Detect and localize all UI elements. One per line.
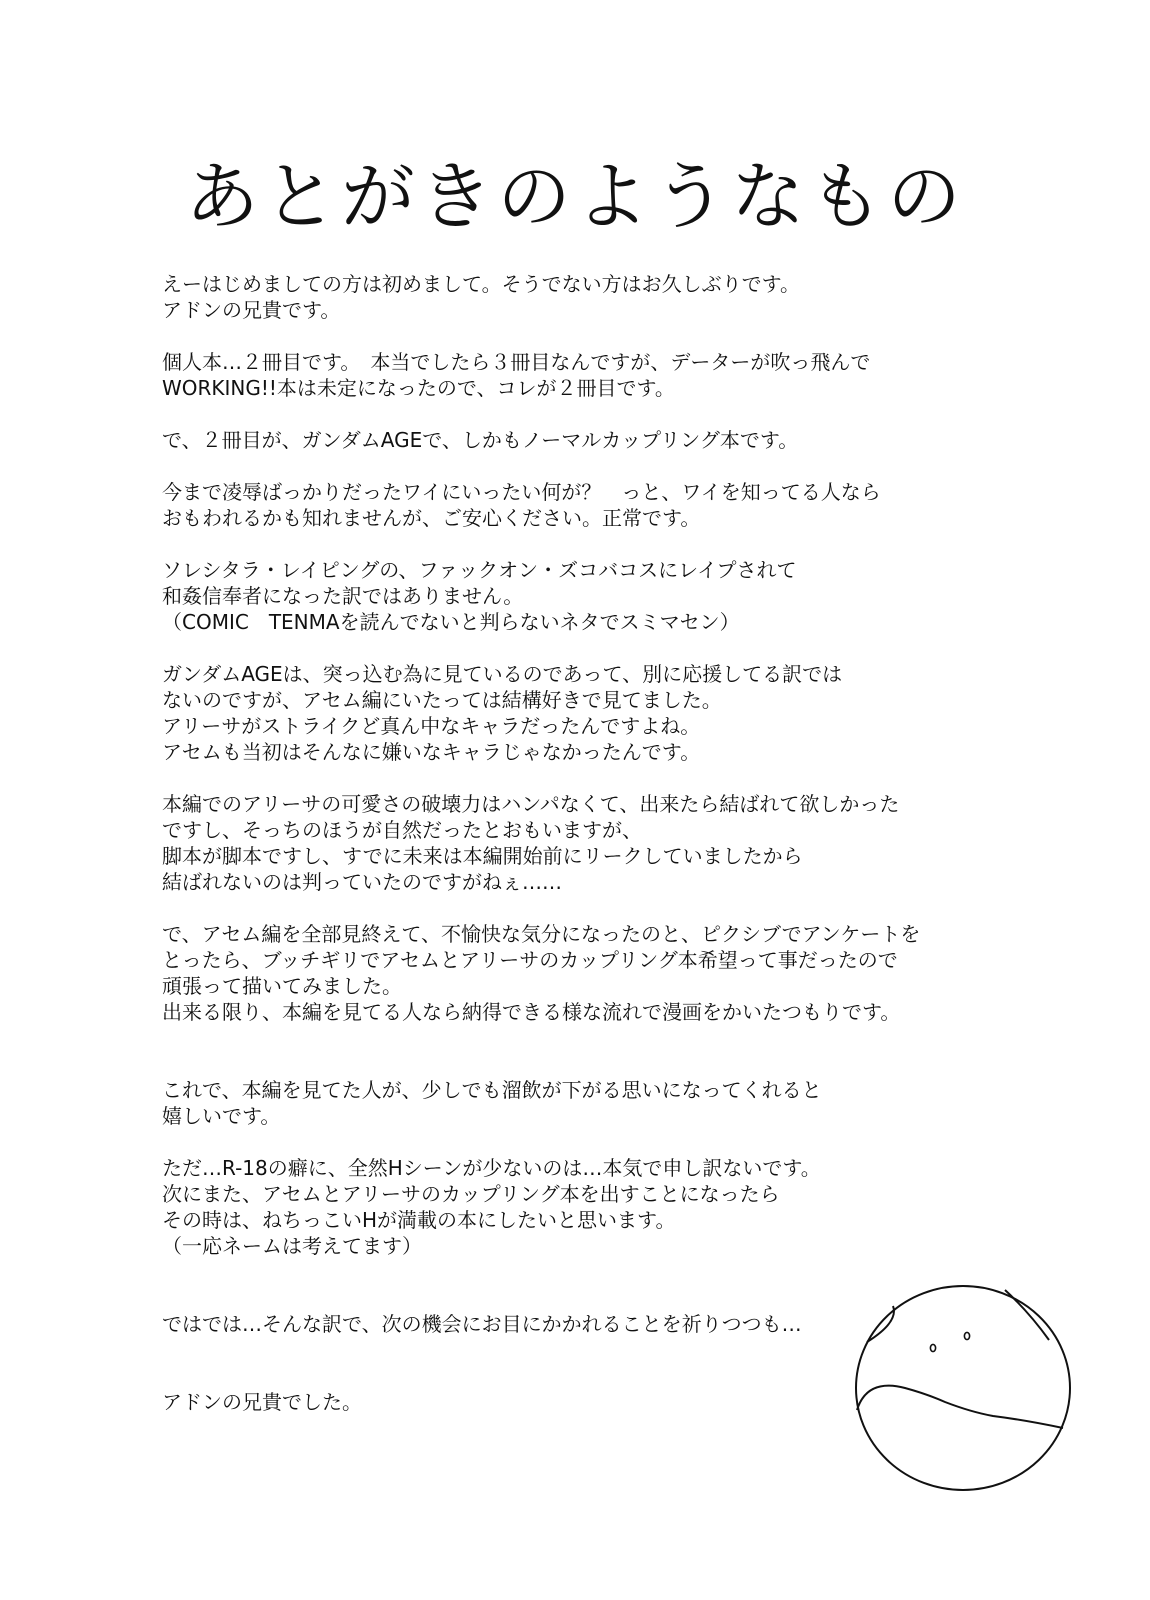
paragraph-greeting: [162, 271, 1042, 323]
paragraph-main-story: [162, 791, 1042, 895]
text-line: 和姦信奉者になった訳ではありません。: [162, 584, 524, 608]
text-line: 個人本…２冊目です。 本当でしたら３冊目なんですが、データーが吹っ飛んで: [162, 350, 871, 374]
paragraph-second-book: [162, 349, 1042, 401]
text-line: その時は、ねちっこいHが満載の本にしたいと思います。: [162, 1208, 676, 1232]
text-line: WORKING!!本は未定になったので、コレが２冊目です。: [162, 376, 675, 400]
text-line: これで、本編を見てた人が、少しでも溜飲が下がる思いになってくれると: [162, 1078, 822, 1102]
page-title: あとがきのようなもの: [185, 154, 965, 240]
text-line: おもわれるかも知れませんが、ご安心ください。正常です。: [162, 506, 701, 530]
text-line: 出来る限り、本編を見てる人なら納得できる様な流れで漫画をかいたつもりです。: [162, 1000, 901, 1024]
text-line: ソレシタラ・レイピングの、ファックオン・ズコバコスにレイプされて: [162, 558, 797, 582]
paragraph-hope: [162, 1077, 1042, 1129]
text-line: ただ…R-18の癖に、全然Hシーンが少ないのは…本気で申し訳ないです。: [162, 1156, 821, 1180]
paragraph-survey: [162, 921, 1042, 1025]
paragraph-gundam-age: [162, 427, 1042, 453]
text-line: ガンダムAGEは、突っ込む為に見ているのであって、別に応援してる訳では: [162, 662, 843, 686]
text-line: ないのですが、アセム編にいたっては結構好きで見てました。: [162, 688, 722, 712]
text-line: アドンの兄貴です。: [162, 298, 341, 322]
text-line: 本編でのアリーサの可愛さの破壊力はハンパなくて、出来たら結ばれて欲しかった: [162, 792, 900, 816]
text-line: ですし、そっちのほうが自然だったとおもいますが、: [162, 818, 642, 842]
text-line: 結ばれないのは判っていたのですがねぇ……: [162, 870, 562, 894]
text-line: えーはじめましての方は初めまして。そうでない方はお久しぶりです。: [162, 272, 800, 296]
paragraph-asemu-arisa: [162, 661, 1042, 765]
text-line: 嬉しいです。: [162, 1104, 281, 1128]
text-line: アセムも当初はそんなに嫌いなキャラじゃなかったんです。: [162, 740, 701, 764]
paragraph-reassurance: [162, 479, 1042, 531]
paragraph-apology: [162, 1155, 1042, 1259]
text-line: 今まで凌辱ばっかりだったワイにいったい何が？ っと、ワイを知ってる人なら: [162, 480, 881, 504]
text-line: （COMIC TENMAを読んでないと判らないネタでスミマセン）: [162, 610, 740, 634]
haro-icon: [853, 1282, 1073, 1494]
text-line: とったら、ブッチギリでアセムとアリーサのカップリング本希望って事だったので: [162, 948, 898, 972]
text-line: で、２冊目が、ガンダムAGEで、しかもノーマルカップリング本です。: [162, 428, 799, 452]
text-line: （一応ネームは考えてます）: [162, 1234, 422, 1258]
text-line: で、アセム編を全部見終えて、不愉快な気分になったのと、ピクシブでアンケートを: [162, 922, 921, 946]
text-line: アドンの兄貴でした。: [162, 1390, 362, 1414]
afterword-body: [162, 271, 1042, 1441]
paragraph-joke: [162, 557, 1042, 635]
text-line: 次にまた、アセムとアリーサのカップリング本を出すことになったら: [162, 1182, 780, 1206]
text-line: ではでは…そんな訳で、次の機会にお目にかかれることを祈りつつも…: [162, 1312, 802, 1336]
text-line: 頑張って描いてみました。: [162, 974, 402, 998]
text-line: アリーサがストライクど真ん中なキャラだったんですよね。: [162, 714, 701, 738]
text-line: 脚本が脚本ですし、すでに未来は本編開始前にリークしていましたから: [162, 844, 803, 868]
